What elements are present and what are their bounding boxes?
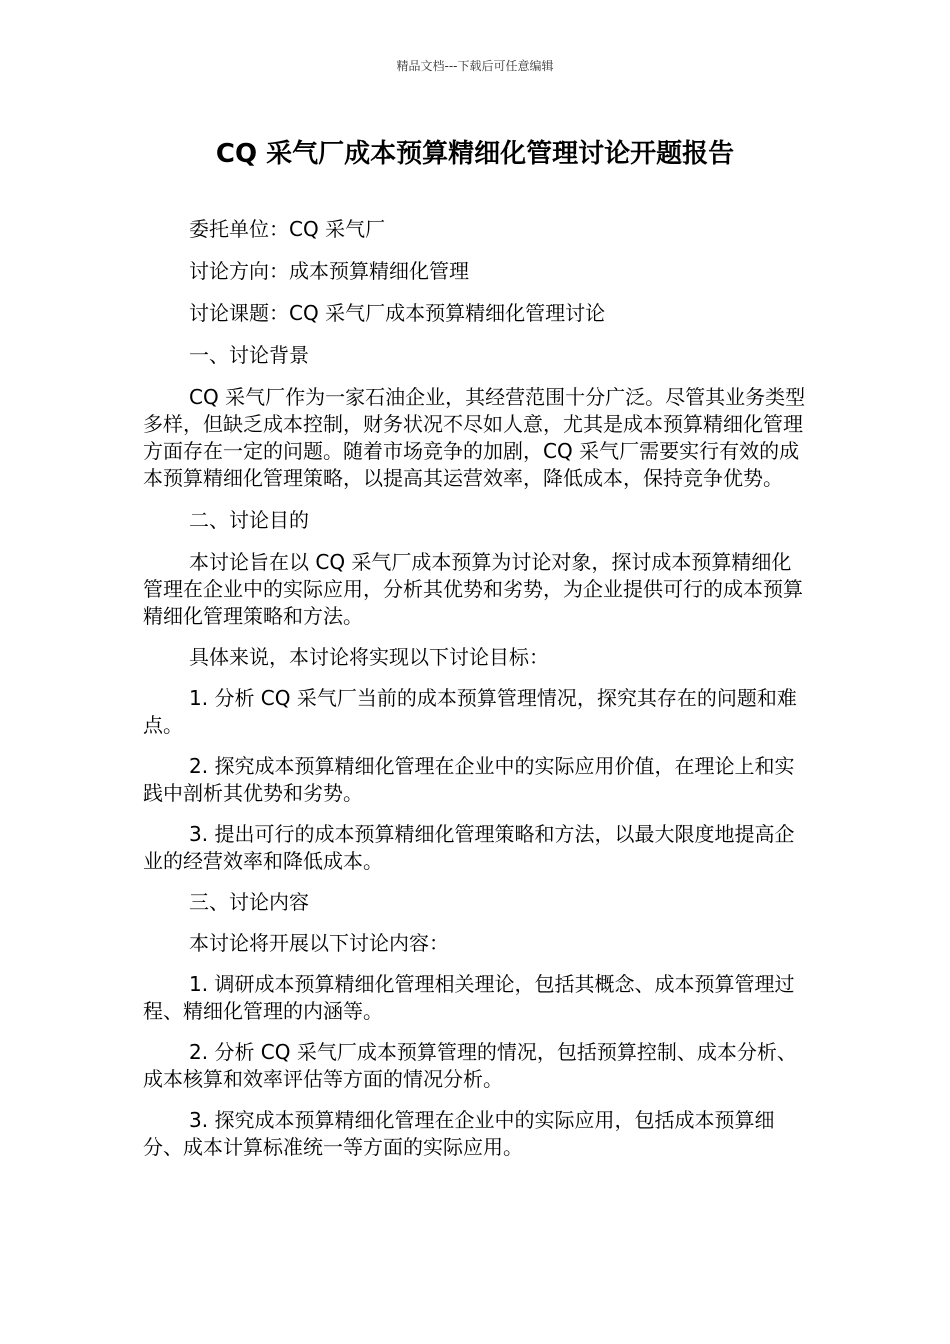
document-title: CQ 采气厂成本预算精细化管理讨论开题报告	[215, 139, 735, 169]
list-item: 3. 探究成本预算精细化管理在企业中的实际应用，包括成本预算细分、成本计算标准统一等方面的实际应用。	[143, 1108, 775, 1159]
list-item: 1. 分析 CQ 采气厂当前的成本预算管理情况，探究其存在的问题和难点。	[143, 686, 797, 737]
purpose-intro: 具体来说，本讨论将实现以下讨论目标：	[189, 645, 549, 669]
section-text-background: CQ 采气厂作为一家石油企业，其经营范围十分广泛。尽管其业务类型多样，但缺乏成本控制，财务状况不尽如人意，尤其是成本预算精细化管理方面存在一定的问题。随着市场竞争的加剧，CQ 采气厂需要实行有效的成本预算精细化管理策略，以提高其运营效率，降低成本，保持竞争优势。	[143, 385, 806, 490]
section-text-purpose: 本讨论旨在以 CQ 采气厂成本预算为讨论对象，探讨成本预算精细化管理在企业中的实际应用，分析其优势和劣势，为企业提供可行的成本预算精细化管理策略和方法。	[143, 550, 803, 628]
content-intro: 本讨论将开展以下讨论内容：	[189, 931, 449, 955]
section-heading-purpose: 二、讨论目的	[189, 508, 309, 532]
document-body	[143, 216, 809, 1161]
list-item: 3. 提出可行的成本预算精细化管理策略和方法，以最大限度地提高企业的经营效率和降低成本。	[143, 822, 795, 873]
section-heading-content: 三、讨论内容	[189, 890, 309, 914]
meta-direction: 讨论方向：成本预算精细化管理	[189, 259, 469, 283]
header-note: 精品文档---下载后可任意编辑	[396, 59, 554, 73]
section-heading-background: 一、讨论背景	[189, 343, 309, 367]
meta-client: 委托单位：CQ 采气厂	[189, 217, 386, 241]
meta-topic: 讨论课题：CQ 采气厂成本预算精细化管理讨论	[189, 301, 606, 325]
list-item: 1. 调研成本预算精细化管理相关理论，包括其概念、成本预算管理过程、精细化管理的内涵等。	[143, 972, 795, 1023]
list-item: 2. 探究成本预算精细化管理在企业中的实际应用价值，在理论上和实践中剖析其优势和劣势。	[143, 754, 795, 805]
list-item: 2. 分析 CQ 采气厂成本预算管理的情况，包括预算控制、成本分析、成本核算和效率评估等方面的情况分析。	[143, 1040, 797, 1091]
